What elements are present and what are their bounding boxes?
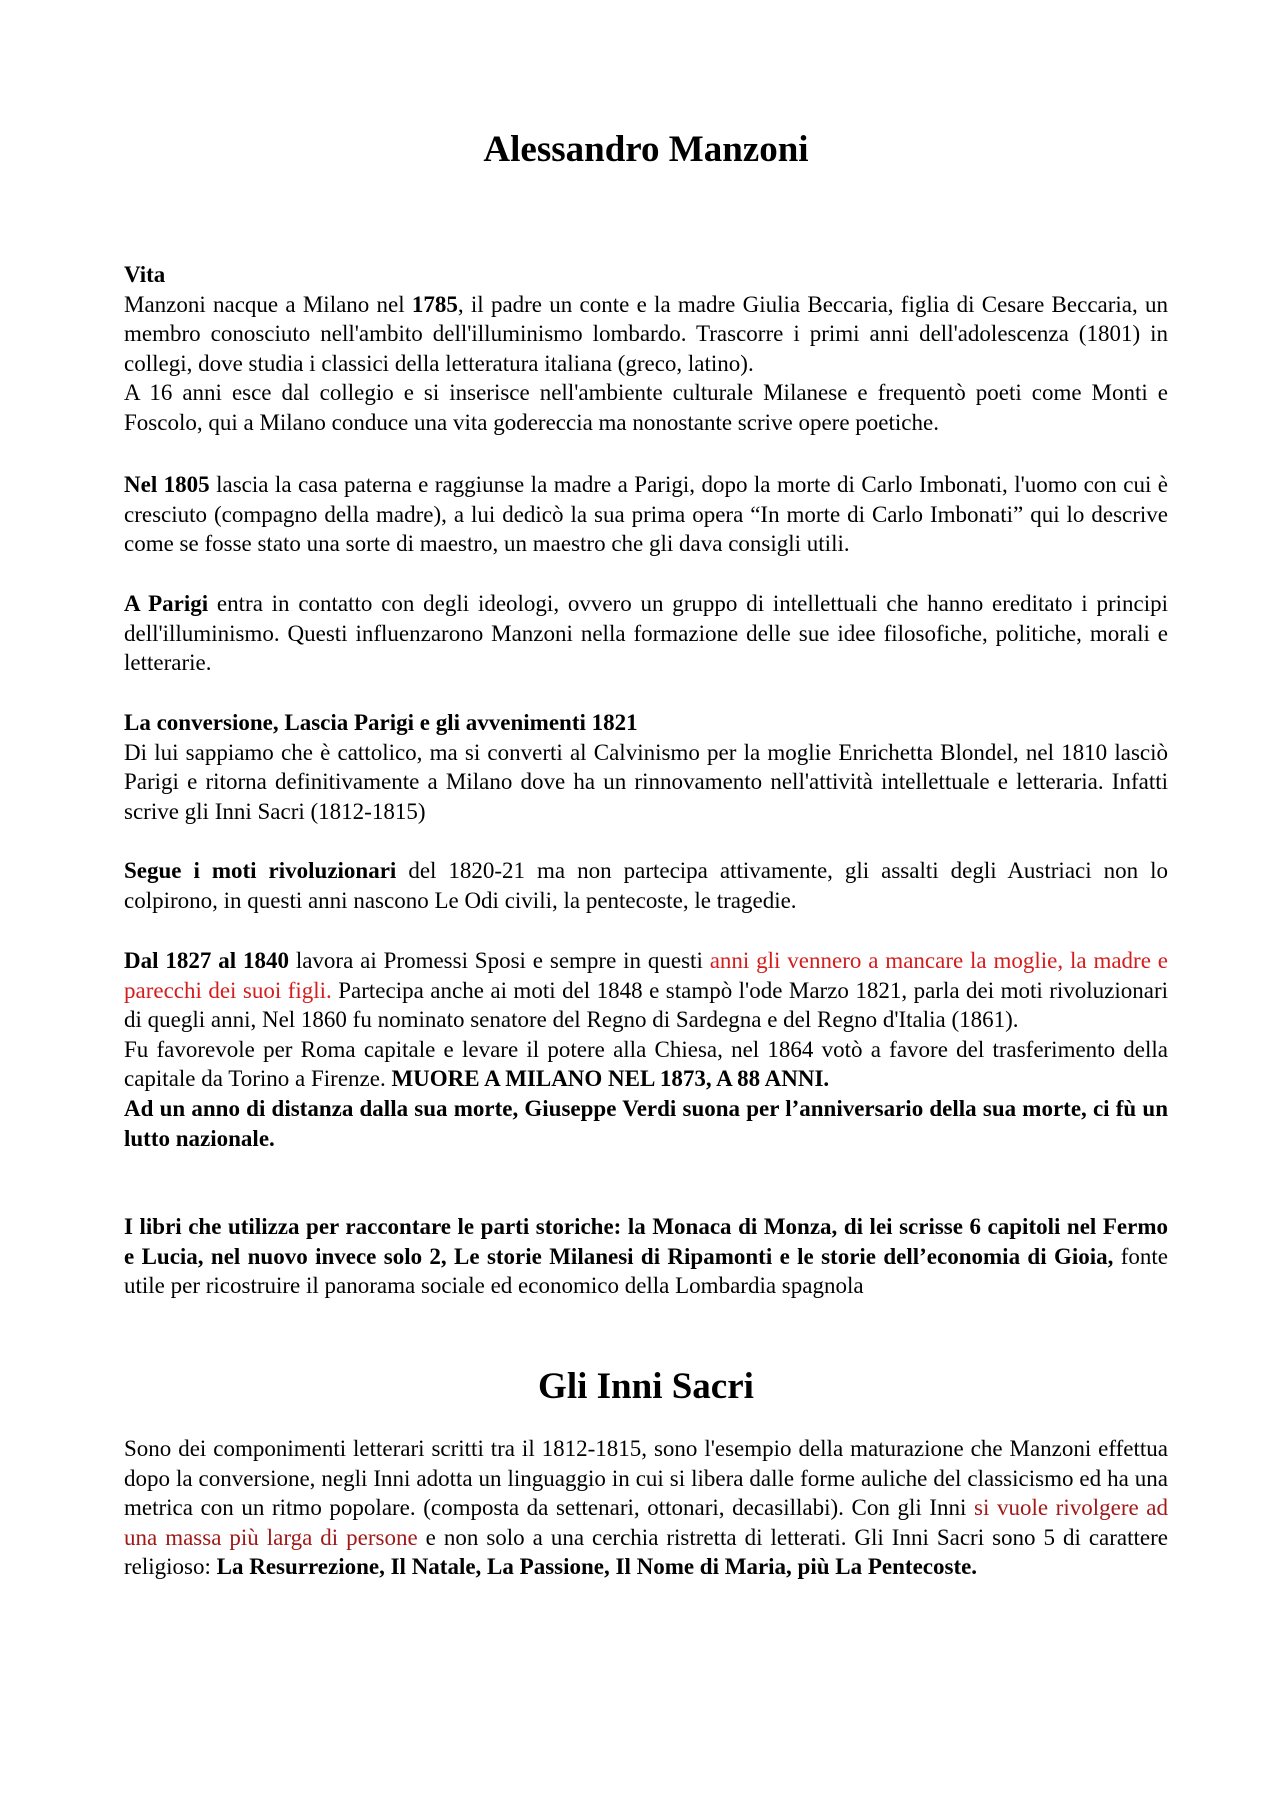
promessi-red-text: anni gli vennero a mancare la moglie, la madre e parecchi dei suoi figli. bbox=[124, 948, 1168, 1003]
heading-conversione: La conversione, Lascia Parigi e gli avvenimenti 1821 bbox=[124, 710, 638, 735]
promessi-p2-text: Fu favorevole per Roma capitale e levare il potere alla Chiesa, nel 1864 votò a favore del trasferimento della capitale da Torino a Firenze. bbox=[124, 1036, 1168, 1092]
promessi-p2-bold: MUORE A MILANO NEL 1873, A 88 ANNI. bbox=[391, 1066, 830, 1092]
section-inni-sacri bbox=[124, 1434, 1168, 1582]
moti-text: del 1820-21 ma non partecipa attivamente, gli assalti degli Austriaci non lo colpirono, in questi anni nascono Le Odi civili, la pentecoste, le tragedie. bbox=[124, 858, 1168, 913]
section-title-inni-sacri: Gli Inni Sacri bbox=[538, 1366, 754, 1407]
promessi-text-b: Partecipa anche ai moti del 1848 e stampò l'ode Marzo 1821, parla dei moti rivoluzionari di quegli anni, Nel 1860 fu nominato senatore del Regno di Sardegna e del Regno d'Italia (1861). bbox=[124, 977, 1168, 1033]
parigi-text: entra in contatto con degli ideologi, ovvero un gruppo di intellettuali che hanno ereditato i principi dell'illuminismo. Questi influenzarono Manzoni nella formazione delle sue idee filosofiche, politiche, morali e letterarie. bbox=[124, 591, 1168, 676]
libri-bold: I libri che utilizza per raccontare le parti storiche: la Monaca di Monza, di lei scrisse 6 capitoli nel Fermo e Lucia, nel nuovo invece solo 2, Le storie Milanesi di Ripamonti e le storie dell’economia di Gioia, bbox=[124, 1214, 1168, 1269]
promessi-lead: Dal 1827 al 1840 bbox=[124, 948, 289, 973]
inni-text-a: Sono dei componimenti letterari scritti tra il 1812-1815, sono l'esempio della maturazione che Manzoni effettua dopo la conversione, negli Inni adotta un linguaggio in cui si libera dalle forme auliche del classicismo ed ha una metrica con un ritmo popolare. (composta da settenari, ottonari, decasillabi). Con gli Inni bbox=[124, 1436, 1168, 1521]
promessi-p3-bold: Ad un anno di distanza dalla sua morte, Giuseppe Verdi suona per l’anniversario della sua morte, ci fù un lutto nazionale. bbox=[124, 1095, 1168, 1151]
section-vita bbox=[124, 260, 1168, 438]
nel-1805-text: lascia la casa paterna e raggiunse la madre a Parigi, dopo la morte di Carlo Imbonati, l'uomo con cui è cresciuto (compagno della madre), a lui dedicò la sua prima opera “In morte di Carlo Imbonati” qui lo descrive come se fosse stato una sorte di maestro, un maestro che gli dava consigli utili. bbox=[124, 472, 1168, 557]
section-parigi bbox=[124, 589, 1168, 678]
vita-paragraph-2: A 16 anni esce dal collegio e si inserisce nell'ambiente culturale Milanese e frequentò poeti come Monti e Foscolo, qui a Milano conduce una vita godereccia ma nonostante scrive opere poetiche. bbox=[124, 380, 1168, 435]
inni-bold-list: La Resurrezione, Il Natale, La Passione, Il Nome di Maria, più La Pentecoste. bbox=[216, 1554, 978, 1580]
parigi-lead: A Parigi bbox=[124, 591, 209, 616]
libri-text: fonte utile per ricostruire il panorama sociale ed economico della Lombardia spagnola bbox=[124, 1243, 1168, 1299]
promessi-text-a: lavora ai Promessi Sposi e sempre in questi bbox=[288, 948, 710, 973]
moti-lead: Segue i moti rivoluzionari bbox=[124, 858, 397, 883]
section-conversione bbox=[124, 708, 1168, 826]
nel-1805-lead: Nel 1805 bbox=[124, 472, 210, 497]
heading-vita: Vita bbox=[124, 262, 166, 287]
inni-text-b: e non solo a una cerchia ristretta di letterati. Gli Inni Sacri sono 5 di carattere religioso: bbox=[124, 1524, 1168, 1580]
section-promessi-sposi bbox=[124, 946, 1168, 1153]
section-moti bbox=[124, 856, 1168, 915]
section-nel-1805 bbox=[124, 470, 1168, 559]
page-title: Alessandro Manzoni bbox=[483, 129, 809, 170]
inni-red-text: si vuole rivolgere ad una massa più larga di persone bbox=[124, 1495, 1169, 1550]
conversione-text: Di lui sappiamo che è cattolico, ma si converti al Calvinismo per la moglie Enrichetta Blondel, nel 1810 lasciò Parigi e ritorna definitivamente a Milano dove ha un rinnovamento nell'attività intellettuale e letteraria. Infatti scrive gli Inni Sacri (1812-1815) bbox=[124, 739, 1168, 824]
vita-text-a: Manzoni nacque a Milano nel bbox=[124, 291, 412, 317]
vita-year: 1785 bbox=[411, 291, 458, 317]
vita-text-b: , il padre un conte e la madre Giulia Beccaria, figlia di Cesare Beccaria, un membro conosciuto nell'ambito dell'illuminismo lombardo. Trascorre i primi anni dell'adolescenza (1801) in collegi, dove studia i classici della letteratura italiana (greco, latino). bbox=[124, 291, 1168, 376]
section-libri bbox=[124, 1212, 1168, 1301]
